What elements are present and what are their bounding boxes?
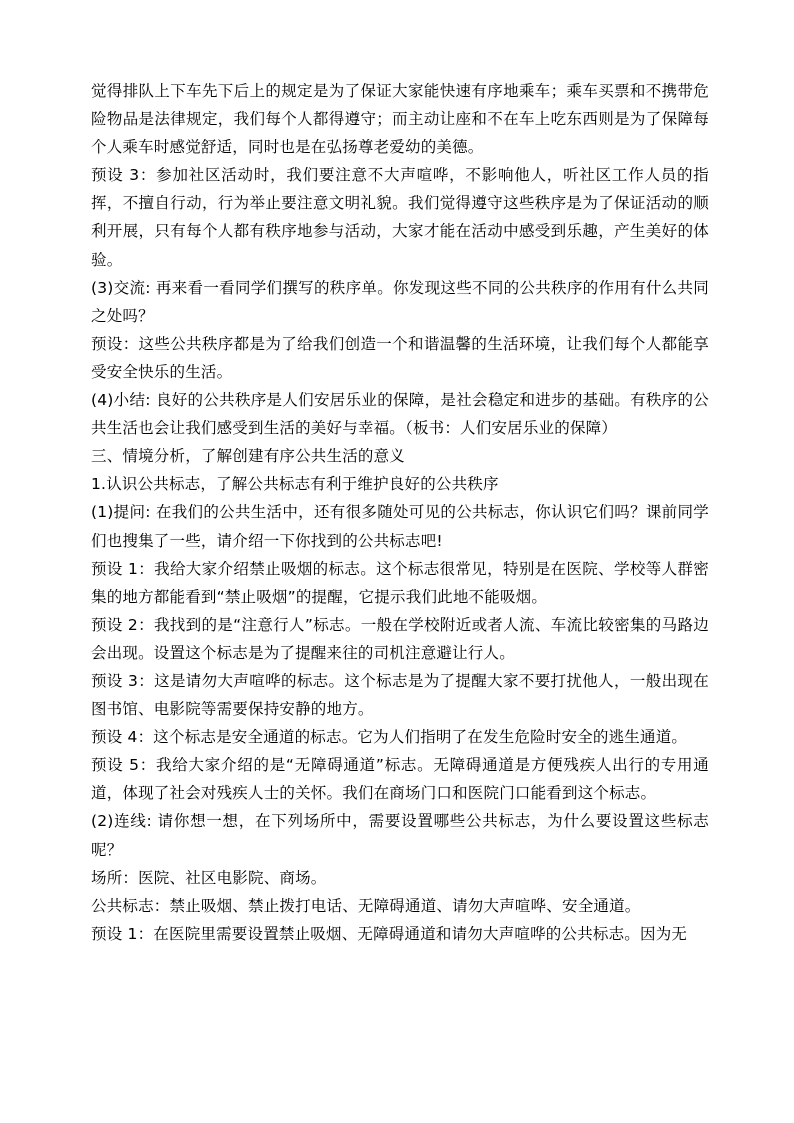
section-heading-3: 三、情境分析，了解创建有序公共生活的意义 (91, 447, 406, 466)
subsection-heading-1: 1.认识公共标志，了解公共标志有利于维护良好的公共秩序 (91, 475, 499, 494)
paragraph-continued-text: 觉得排队上下车先下后上的规定是为了保证大家能快速有序地乘车；乘车买票和不携带危险物品是法律规定，我们每个人都得遵守；而主动让座和不在车上吃东西则是为了保障每个人乘车时感觉舒适，同时也是在弘扬尊老爱幼的美德。 (91, 82, 709, 157)
paragraph-preset-5-accessible: 预设 5：我给大家介绍的是“无障碍通道”标志。无障碍通道是方便残疾人出行的专用通道，体现了社会对残疾人士的关怀。我们在商场门口和医院门口能看到这个标志。 (91, 756, 709, 803)
paragraph-preset-2-pedestrians: 预设 2：我找到的是“注意行人”标志。一般在学校附近或者人流、车流比较密集的马路边会出现。设置这个标志是为了提醒来往的司机注意避让行人。 (91, 615, 709, 662)
paragraph-preset-3-community: 预设 3：参加社区活动时，我们要注意不大声喧哗，不影响他人，听社区工作人员的指挥，不擅自行动，行为举止要注意文明礼貌。我们觉得遵守这些秩序是为了保证活动的顺利开展，只有每个人都有秩序地参与活动，大家才能在活动中感受到乐趣，产生美好的体验。 (91, 166, 709, 269)
paragraph-places: 场所：医院、社区电影院、商场。 (91, 868, 327, 887)
document-body (91, 77, 709, 948)
paragraph-preset-1-no-smoking: 预设 1：我给大家介绍禁止吸烟的标志。这个标志很常见，特别是在医院、学校等人群密集的地方都能看到“禁止吸烟”的提醒，它提示我们此地不能吸烟。 (91, 559, 709, 606)
paragraph-preset-common: 预设：这些公共秩序都是为了给我们创造一个和谐温馨的生活环境，让我们每个人都能享受安全快乐的生活。 (91, 334, 709, 381)
paragraph-public-signs: 公共标志：禁止吸烟、禁止拨打电话、无障碍通道、请勿大声喧哗、安全通道。 (91, 896, 641, 915)
paragraph-preset-4-exit: 预设 4：这个标志是安全通道的标志。它为人们指明了在发生危险时安全的逃生通道。 (91, 728, 688, 747)
paragraph-question-1: (1)提问: 在我们的公共生活中，还有很多随处可见的公共标志，你认识它们吗？课前同学们也搜集了一些，请介绍一下你找到的公共标志吧! (91, 503, 709, 550)
paragraph-preset-3-quiet: 预设 3：这是请勿大声喧哗的标志。这个标志是为了提醒大家不要打扰他人，一般出现在图书馆、电影院等需要保持安静的地方。 (91, 671, 709, 719)
paragraph-summary-4: (4)小结: 良好的公共秩序是人们安居乐业的保障，是社会稳定和进步的基础。有秩序的公共生活也会让我们感受到生活的美好与幸福。（板书：人们安居乐业的保障） (91, 391, 709, 438)
paragraph-matching-2: (2)连线: 请你想一想，在下列场所中，需要设置哪些公共标志，为什么要设置这些标志呢？ (91, 812, 709, 859)
paragraph-exchange-3: (3)交流: 再来看一看同学们撰写的秩序单。你发现这些不同的公共秩序的作用有什么共同之处吗？ (91, 278, 709, 325)
paragraph-preset-1-hospital: 预设 1：在医院里需要设置禁止吸烟、无障碍通道和请勿大声喧哗的公共标志。因为无 (91, 924, 688, 943)
